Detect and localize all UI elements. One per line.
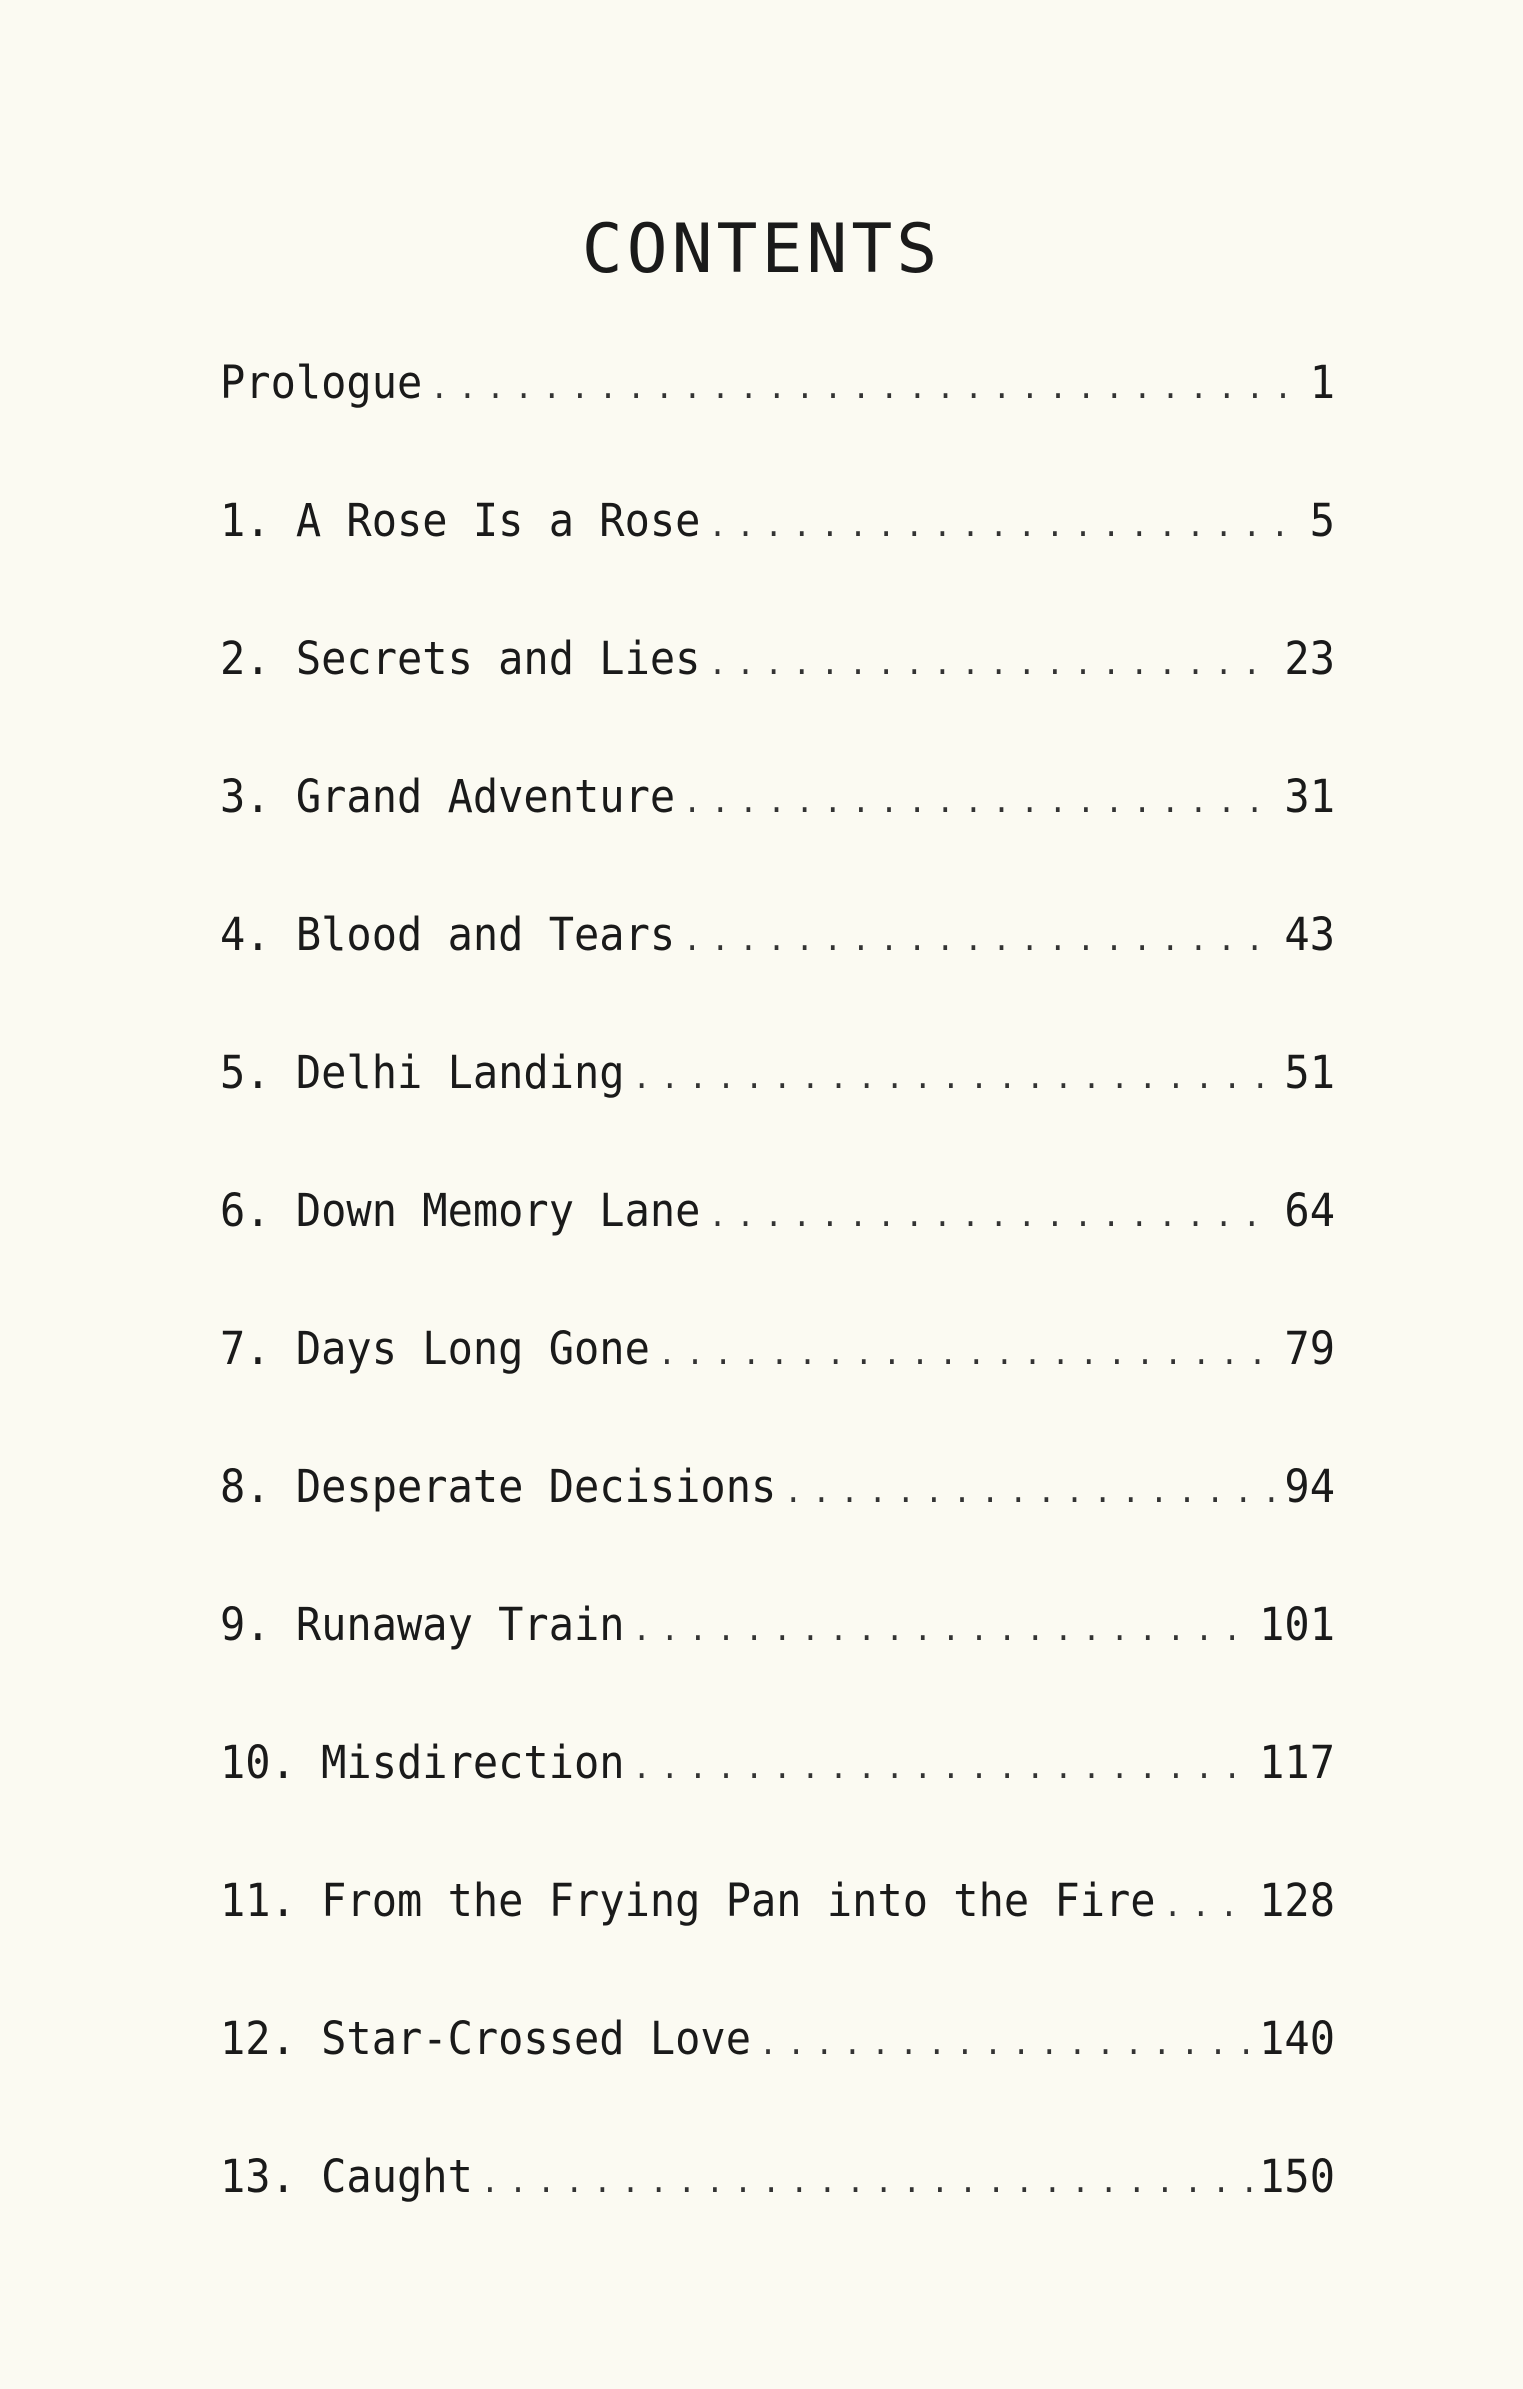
- page-title: CONTENTS: [581, 209, 942, 289]
- dot-leader: [708, 626, 1278, 702]
- toc-entry-page: 94: [1284, 1459, 1335, 1513]
- dot-leader: [633, 1730, 1254, 1806]
- toc-entry-chapter-2: [220, 621, 1335, 770]
- toc-entry-chapter-3: [220, 759, 1335, 908]
- toc-entry-chapter-1: [220, 483, 1335, 632]
- toc-entry-chapter-6: [220, 1173, 1335, 1322]
- toc-entry-prologue: [220, 345, 1335, 494]
- toc-entry-page: 51: [1284, 1045, 1335, 1099]
- toc-entry-title: 12. Star-Crossed Love: [220, 2011, 752, 2065]
- dot-leader: [708, 1178, 1278, 1254]
- toc-entry-title: 1. A Rose Is a Rose: [220, 493, 701, 547]
- toc-entry-page: 64: [1284, 1183, 1335, 1237]
- dot-leader: [708, 488, 1303, 564]
- dot-leader: [430, 350, 1303, 426]
- toc-entry-chapter-10: [220, 1725, 1335, 1874]
- toc-entry-page: 128: [1259, 1873, 1335, 1927]
- toc-entry-title: 6. Down Memory Lane: [220, 1183, 701, 1237]
- toc-entry-chapter-9: [220, 1587, 1335, 1736]
- toc-entry-title: 10. Misdirection: [220, 1735, 625, 1789]
- toc-entry-page: 31: [1284, 769, 1335, 823]
- dot-leader: [1164, 1868, 1254, 1944]
- toc-entry-page: 140: [1259, 2011, 1335, 2065]
- dot-leader: [784, 1454, 1278, 1530]
- toc-entry-chapter-4: [220, 897, 1335, 1046]
- toc-entry-page: 79: [1284, 1321, 1335, 1375]
- toc-entry-title: 7. Days Long Gone: [220, 1321, 650, 1375]
- toc-entry-title: 13. Caught: [220, 2149, 473, 2203]
- toc-entry-title: 2. Secrets and Lies: [220, 631, 701, 685]
- toc-entry-page: 43: [1284, 907, 1335, 961]
- dot-leader: [683, 902, 1278, 978]
- toc-entry-title: 3. Grand Adventure: [220, 769, 676, 823]
- toc-entry-title: 9. Runaway Train: [220, 1597, 625, 1651]
- toc-entry-chapter-7: [220, 1311, 1335, 1460]
- toc-entry-chapter-8: [220, 1449, 1335, 1598]
- dot-leader: [481, 2144, 1253, 2220]
- dot-leader: [633, 1592, 1254, 1668]
- toc-entry-page: 101: [1259, 1597, 1335, 1651]
- dot-leader: [683, 764, 1278, 840]
- toc-entry-chapter-12: [220, 2001, 1335, 2150]
- toc-entry-title: 4. Blood and Tears: [220, 907, 676, 961]
- toc-entry-title: Prologue: [220, 355, 423, 409]
- table-of-contents: [220, 345, 1335, 2277]
- toc-entry-chapter-13: [220, 2139, 1335, 2288]
- dot-leader: [759, 2006, 1253, 2082]
- toc-entry-page: 1: [1309, 355, 1335, 409]
- toc-entry-chapter-5: [220, 1035, 1335, 1184]
- toc-entry-page: 23: [1284, 631, 1335, 685]
- toc-entry-title: 5. Delhi Landing: [220, 1045, 625, 1099]
- toc-entry-title: 8. Desperate Decisions: [220, 1459, 777, 1513]
- dot-leader: [633, 1040, 1279, 1116]
- dot-leader: [658, 1316, 1279, 1392]
- toc-entry-title: 11. From the Frying Pan into the Fire: [220, 1873, 1156, 1927]
- toc-entry-page: 5: [1309, 493, 1335, 547]
- toc-entry-chapter-11: [220, 1863, 1335, 2012]
- toc-entry-page: 150: [1259, 2149, 1335, 2203]
- toc-entry-page: 117: [1259, 1735, 1335, 1789]
